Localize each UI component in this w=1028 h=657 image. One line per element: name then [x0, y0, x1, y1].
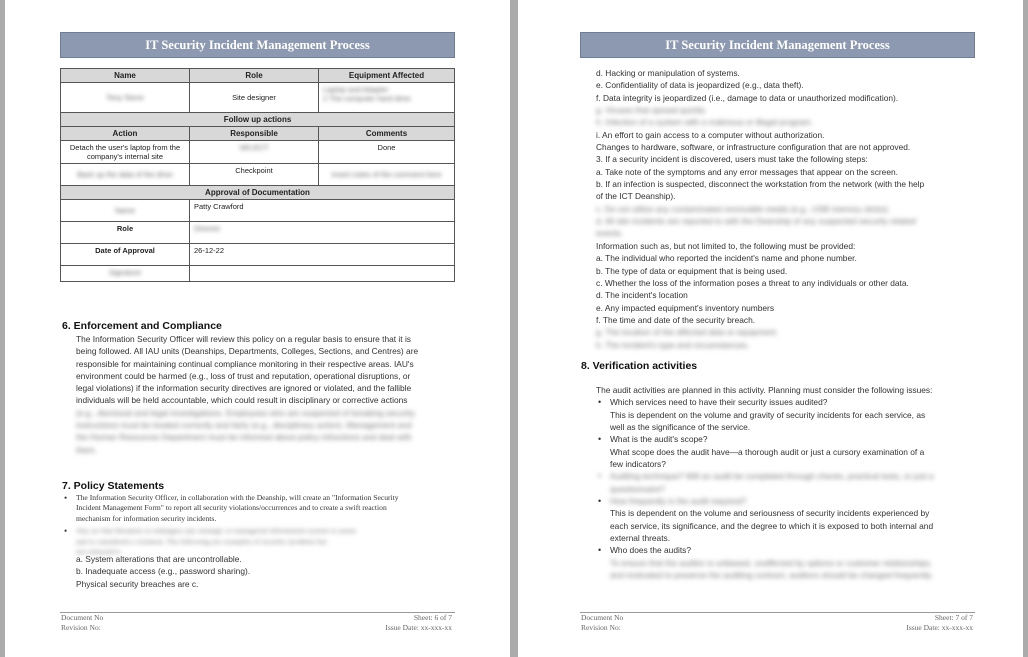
document-page-7	[518, 0, 1023, 657]
sec8-a5-line-2: and motivated to preserve the auditing contract, auditors should be changed frequently.	[610, 570, 933, 581]
sec7-b1-line-2: Incident Management Form" to report all security violations/occurrences and to create a swift reaction	[76, 503, 387, 513]
sec8-a2-line-1: What scope does the audit have—a thorough audit or just a cursory examination of a	[610, 446, 925, 457]
sec8-q5-text: • Who does the audits?	[610, 545, 692, 556]
footer-sheet: Sheet: 7 of 7	[934, 613, 973, 622]
page-header-title: IT Security Incident Management Process	[580, 32, 975, 58]
list-changes: Changes to hardware, software, or infrastructure configuration that are not approved.	[596, 142, 911, 153]
sec6-blur-1: (e.g., dismissal and legal investigations. Employees who are suspected of breaking security	[76, 407, 415, 418]
sec8-q2-text: • What is the audit's scope?	[610, 434, 708, 445]
list-item-h: h. Infection of a system with a malicious or illegal program.	[596, 117, 813, 128]
action1-text: Detach the user's laptop from the company's internal site	[61, 141, 190, 164]
list-step-d-cont: events.	[596, 228, 624, 239]
sec8-q3-line-2: questionnaire?	[610, 483, 665, 494]
info-c: c. Whether the loss of the information poses a threat to any individuals or other data.	[596, 277, 909, 288]
info-b: b. The type of data or equipment that is being used.	[596, 265, 788, 276]
document-page-6	[5, 0, 510, 657]
sec8-a2-line-2: few indicators?	[610, 459, 666, 470]
sec8-q1	[610, 396, 976, 433]
sec6-line-2: being followed. All IAU units (Deanships, Departments, Colleges, Sections, and Centres) are	[76, 346, 419, 357]
list-step-b: b. If an infection is suspected, disconnect the workstation from the network (with the help	[596, 179, 925, 190]
section-7-body	[62, 493, 452, 557]
footer-sheet: Sheet: 6 of 7	[413, 613, 452, 622]
section-6-body	[76, 333, 452, 456]
list-step-b-cont: of the ICT Deanship).	[596, 191, 676, 202]
sec8-q4	[610, 495, 976, 544]
sec7-b1-line-1: • The Information Security Officer, in collaboration with the Deanship, will create an "Information Security	[76, 493, 399, 502]
sec6-blur-2: instructions must be treated correctly and fairly (e.g., disciplinary action). Management and	[76, 420, 412, 431]
sec6-line-6: individuals will be held accountable, which could result in disciplinary or corrective actions	[76, 395, 408, 406]
list-item-f: f. Data integrity is jeopardized (i.e., damage to data or unauthorized modification).	[596, 92, 899, 103]
sec8-intro: The audit activities are planned in this activity. Planning must consider the following issues:	[596, 385, 933, 395]
sec8-a4-line-3: external threats.	[610, 533, 671, 544]
row1-equipment-line2: 2 The computer hard drive	[323, 94, 411, 103]
approval-date-label: Date of Approval	[61, 244, 190, 266]
sec8-a5-line-1: To ensure that the auditor is unbiased, unaffected by options or customer relationships,	[610, 557, 933, 568]
sec7-b2-line-3: not exhaustive.	[76, 547, 122, 557]
list-step-c: c. Do not utilize any contaminated removable media (e.g., USB memory sticks).	[596, 203, 891, 214]
list-step-a: a. Take note of the symptoms and any error messages that appear on the screen.	[596, 166, 898, 177]
sec8-q3-line-1: • Auditing technique? Will an audit be completed through checks, practical tests, or just a	[610, 471, 934, 482]
info-e: e. Any impacted equipment's inventory numbers	[596, 302, 775, 313]
footer-issue-date: Issue Date: xx-xxx-xx	[906, 623, 973, 632]
footer-revision-no: Revision No:	[61, 623, 101, 632]
sec8-a1-line-2: well as the significance of the service.	[610, 422, 751, 433]
sec8-a4-line-2: each service, its significance, and the degree to which it is exposed to both internal and	[610, 520, 934, 531]
footer-right	[906, 613, 973, 633]
row1-role: Site designer	[190, 83, 319, 113]
list-item-d: d. Hacking or manipulation of systems.	[596, 68, 740, 78]
sec7-tail-2: b. Inadequate access (e.g., password sharing).	[76, 566, 251, 577]
sec7-tail-3: Physical security breaches are c.	[76, 578, 199, 589]
col-comments-header: Comments	[319, 127, 455, 141]
approval-signature-value	[190, 266, 455, 282]
list-step-3: 3. If a security incident is discovered, users must take the following steps:	[596, 154, 868, 165]
info-h: h. The incident's type and circumstances.	[596, 339, 750, 350]
sec8-a1-line-1: This is dependent on the volume and gravity of security incidents for each service, as	[610, 409, 926, 420]
list-item-e: e. Confidentiality of data is jeopardized (e.g., data theft).	[596, 80, 804, 91]
sec7-b2-line-1: • Any act that threatens or endangers any strategic or managerial information system or assets	[76, 526, 357, 536]
info-g: g. The location of the affected data or equipment.	[596, 327, 779, 338]
sec8-q2	[610, 433, 976, 470]
footer-issue-date: Issue Date: xx-xxx-xx	[385, 623, 452, 632]
sec6-line-1: The Information Security Officer will review this policy on a regular basis to ensure that it is	[76, 334, 411, 344]
footer-document-no: Document No	[581, 613, 624, 622]
info-d: d. The incident's location	[596, 290, 688, 301]
col-action-header: Action	[61, 127, 190, 141]
sec8-a4-line-1: This is dependent on the volume and seriousness of security incidents experienced by	[610, 508, 930, 519]
row1-equipment-line1: Laptop and Adapter	[323, 85, 389, 94]
footer-left	[61, 613, 103, 633]
approval-name-value: Patty Crawford	[190, 200, 455, 222]
action2-responsible: Checkpoint	[190, 164, 319, 186]
section-6-heading: 6. Enforcement and Compliance	[62, 320, 222, 332]
action1-responsible: SELECT	[190, 141, 319, 164]
sec6-blur-4: them.	[76, 444, 97, 455]
footer-revision-no: Revision No:	[581, 623, 621, 632]
approval-signature-label: Signature	[61, 266, 190, 282]
sec8-q3	[610, 470, 976, 495]
sec7-bullet-1	[76, 493, 452, 524]
section-7-heading: 7. Policy Statements	[62, 480, 165, 492]
sec8-q1-text: • Which services need to have their security issues audited?	[610, 397, 828, 408]
sec6-line-3: responsible for maintaining continual compliance monitoring in their respective areas. IAU's	[76, 358, 414, 369]
footer-document-no: Document No	[61, 613, 104, 622]
col-role-header: Role	[190, 69, 319, 83]
sec7-tail-1: a. System alterations that are uncontrollable.	[76, 554, 242, 564]
approval-date-value: 26-12-22	[190, 244, 455, 266]
sec6-line-4: environment could be harmed (e.g., loss of trust and reputation, operational disruptions, or	[76, 370, 411, 381]
followup-header: Follow up actions	[61, 113, 455, 127]
list-item-i: i. An effort to gain access to a computer without authorization.	[596, 129, 825, 140]
sec6-blur-3: the Human Resources Department must be informed about policy infractions and deal with	[76, 432, 412, 443]
info-a: a. The individual who reported the incident's name and phone number.	[596, 253, 857, 264]
approval-role-label: Role	[61, 222, 190, 244]
list-item-g: g. Viruses that spread quickly	[596, 105, 706, 116]
footer-right	[385, 613, 452, 633]
info-f: f. The time and date of the security breach.	[596, 314, 756, 325]
sec7-b1-line-3: mechanism for information security incidents.	[76, 513, 217, 523]
section-7-bullets	[62, 493, 452, 557]
footer-left	[581, 613, 623, 633]
approval-header: Approval of Documentation	[61, 186, 455, 200]
sec8-questions	[596, 396, 976, 581]
incident-types-list	[596, 67, 976, 351]
section-8-body	[596, 384, 976, 582]
action2-text: Back up the data of the drive	[61, 164, 190, 186]
sec8-q5	[610, 544, 976, 581]
col-name-header: Name	[61, 69, 190, 83]
approval-name-label: Name	[61, 200, 190, 222]
col-equipment-header: Equipment Affected	[319, 69, 455, 83]
info-intro: Information such as, but not limited to, the following must be provided:	[596, 240, 856, 251]
list-step-d: d. All site incidents are reported to with the Deanship of any suspected security related	[596, 216, 916, 227]
sec7-b2-line-2: and is considered a violation. The following are examples of security incidents but	[76, 536, 327, 546]
section-8-heading: 8. Verification activities	[581, 360, 698, 372]
row1-name: Tony Stone	[61, 83, 190, 113]
sec8-q4-text: • How frequently is the audit required?	[610, 496, 747, 507]
row1-equipment	[319, 83, 455, 113]
sec6-line-5: legal violations) if the information security directives are ignored or violated, and the fallible	[76, 383, 412, 394]
page-header-title: IT Security Incident Management Process	[60, 32, 455, 58]
approval-role-value: Director	[190, 222, 455, 244]
section-7-tail	[76, 553, 452, 590]
incident-form-table	[60, 68, 455, 282]
action2-comments: Insert notes of the comment here	[319, 164, 455, 186]
action1-comments: Done	[319, 141, 455, 164]
col-responsible-header: Responsible	[190, 127, 319, 141]
